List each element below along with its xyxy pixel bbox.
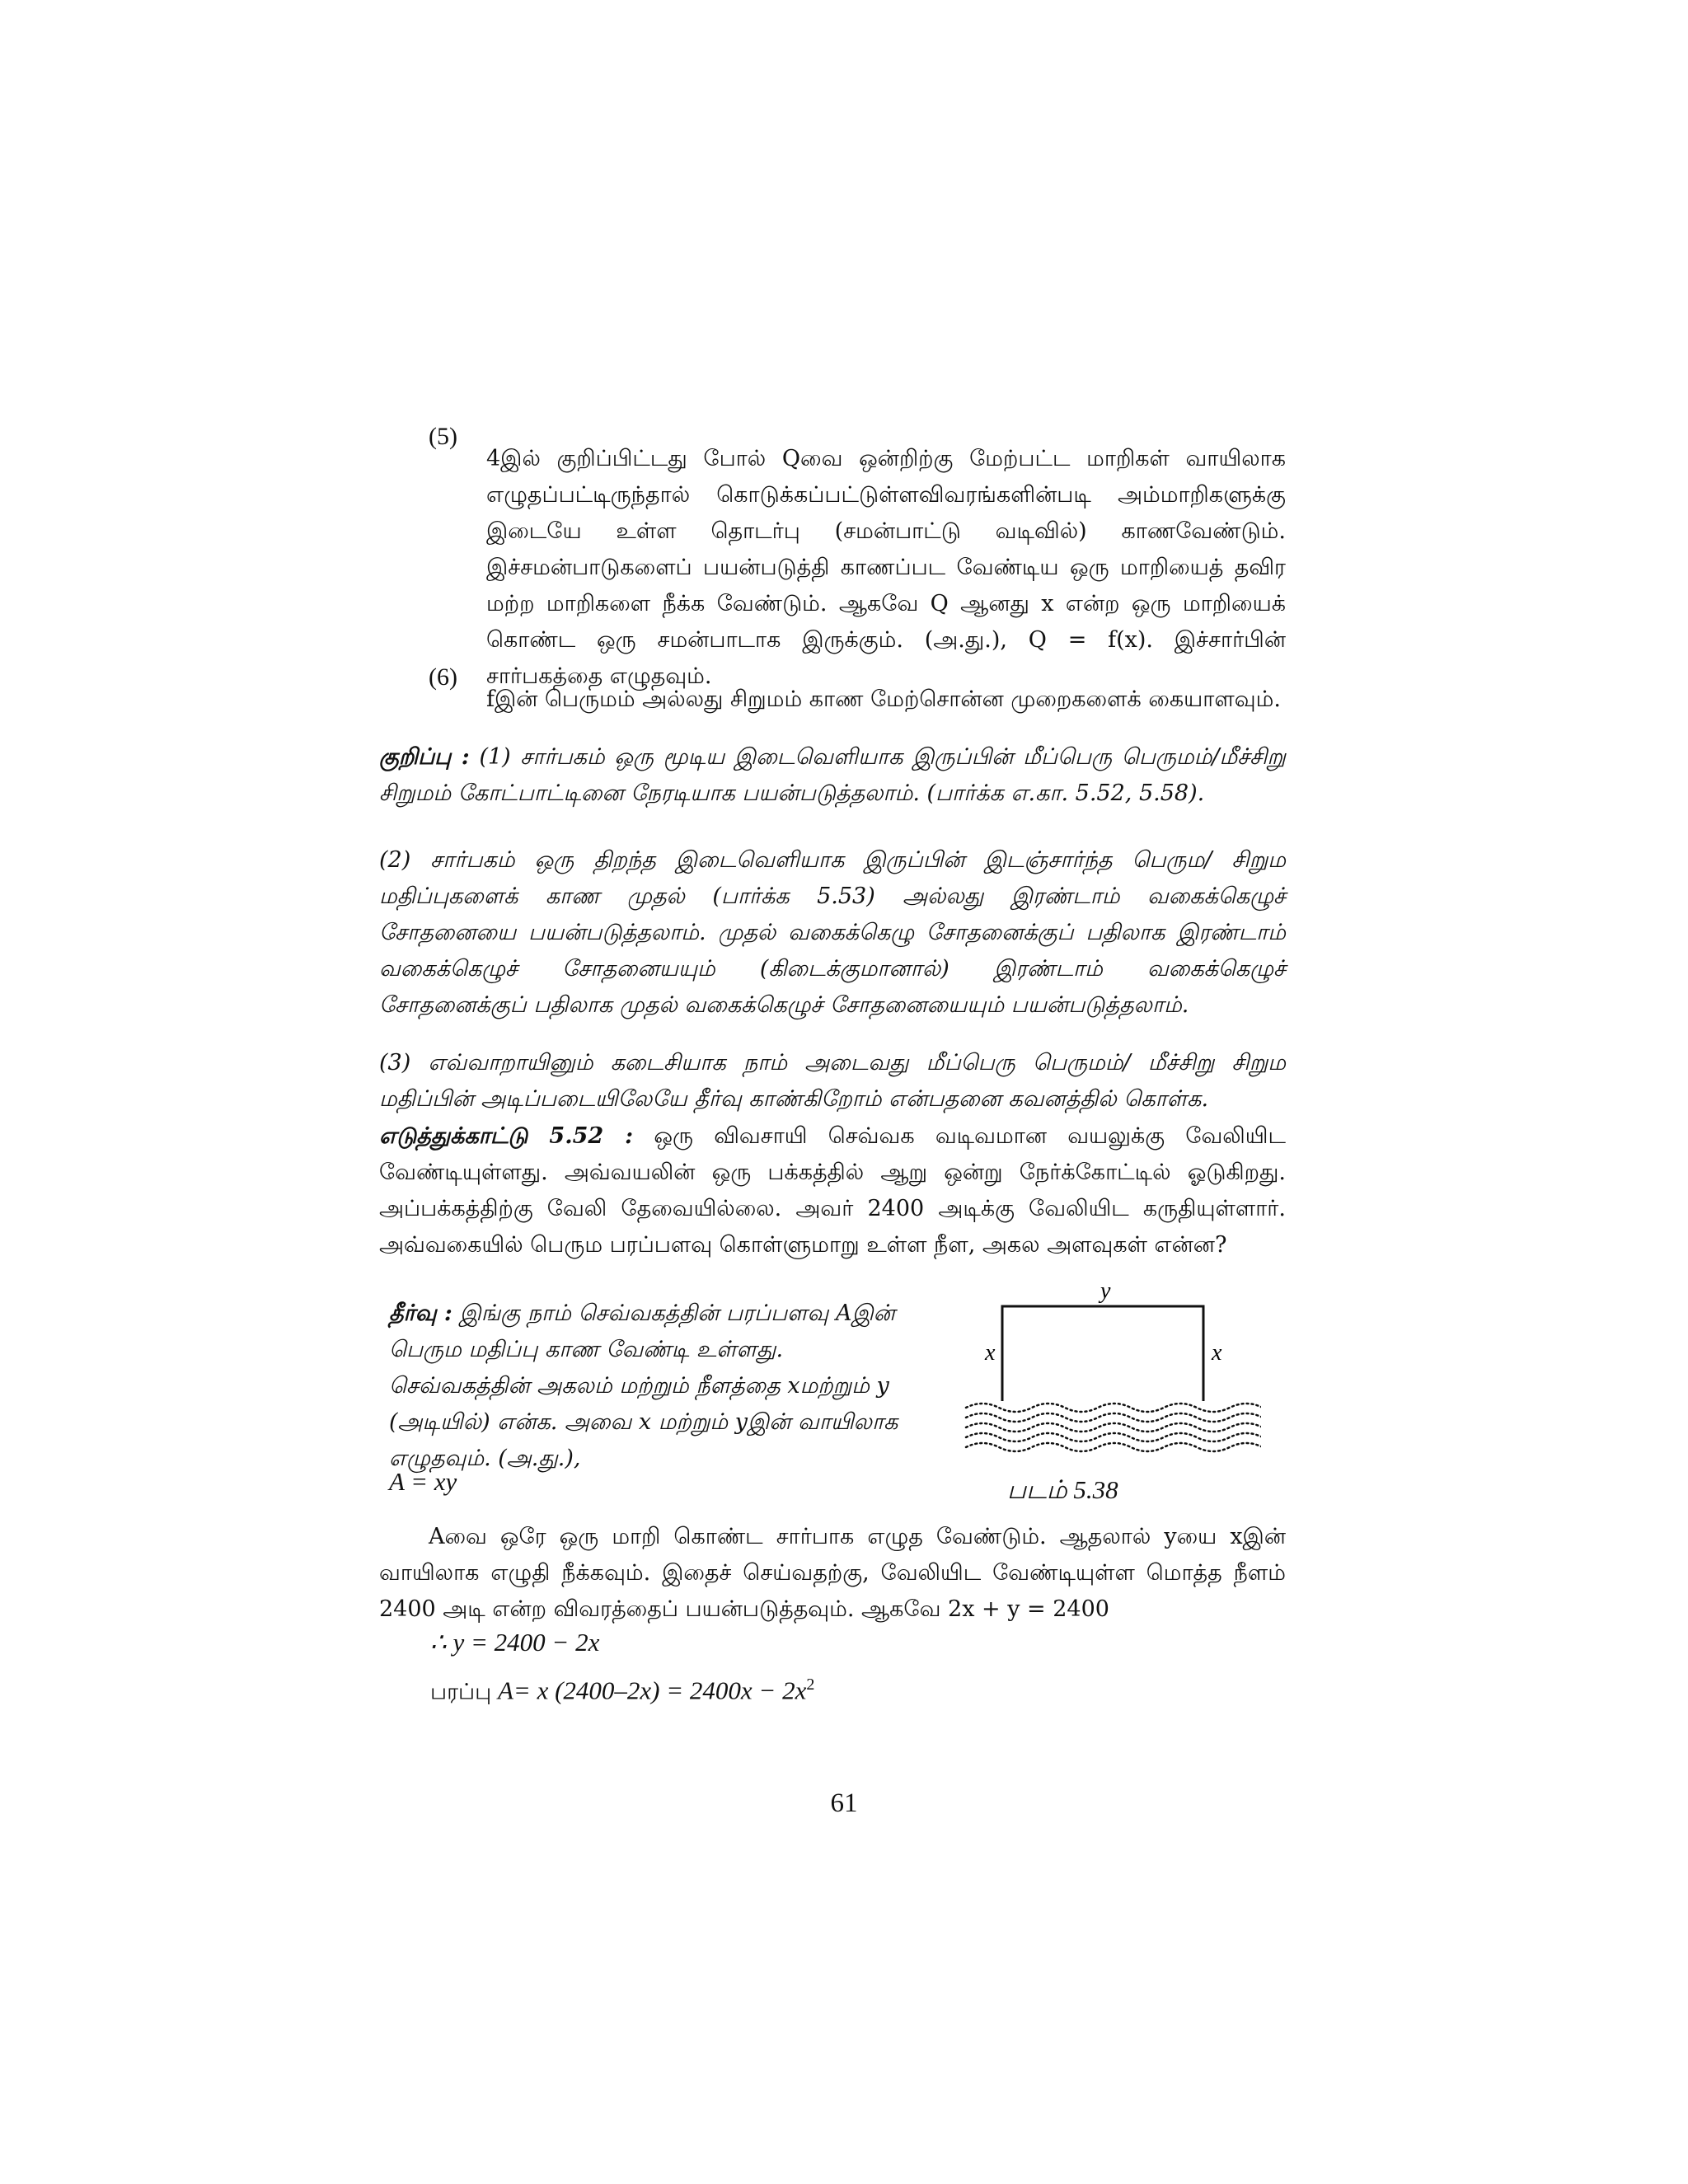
note-paragraph-1: [379, 739, 1286, 812]
example-label: எடுத்துக்காட்டு 5.52 :: [379, 1123, 634, 1149]
example-paragraph: [379, 1118, 1286, 1263]
solution-text: இங்கு நாம் செவ்வகத்தின் பரப்பளவு Aஇன் பெரும மதிப்பு காண வேண்டி உள்ளது. செவ்வகத்தின் அகலம் மற்றும் நீளத்தை xமற்றும் y (அடியில்) என்க. அவை x மற்றும் yஇன் வாயிலாக எழுதவும். (அ.து.),: [389, 1301, 898, 1471]
area-paragraph: Aவை ஒரே ஒரு மாறி கொண்ட சார்பாக எழுத வேண்டும். ஆதலால் yயை xஇன் வாயிலாக எழுதி நீக்கவும். இதைச் செய்வதற்கு, வேலியிட வேண்டியுள்ள மொத்த நீளம் 2400 அடி என்ற விவரத்தைப் பயன்படுத்தவும். ஆகவே 2x + y = 2400: [379, 1524, 1286, 1622]
solution-block: [389, 1296, 917, 1477]
river-waves: [966, 1404, 1261, 1451]
item-5-number: (5): [429, 423, 457, 450]
note-paragraph-2: (2) சார்பகம் ஒரு திறந்த இடைவெளியாக இருப்பின் இடஞ்சார்ந்த பெரும/ சிறும மதிப்புகளைக் காண முதல் (பார்க்க 5.53) அல்லது இரண்டாம் வகைக்கெழுச் சோதனையை பயன்படுத்தலாம். முதல் வகைக்கெழு சோதனைக்குப் பதிலாக இரண்டாம் வகைக்கெழுச் சோதனையயும் (கிடைக்குமானால்) இரண்டாம் வகைக்கெழுச் சோதனைக்குப் பதிலாக முதல் வகைக்கெழுச் சோதனையையும் பயன்படுத்தலாம்.: [379, 847, 1286, 1018]
equation-area-expr: A= x (2400–2x) = 2400x − 2x: [497, 1675, 807, 1705]
fence-lines: [1002, 1306, 1203, 1401]
example-text: ஒரு விவசாயி செவ்வக வடிவமான வயலுக்கு வேலியிட வேண்டியுள்ளது. அவ்வயலின் ஒரு பக்கத்தில் ஆறு ஒன்று நேர்க்கோட்டில் ஓடுகிறது. அப்பக்கத்திற்கு வேலி தேவையில்லை. அவர் 2400 அடிக்கு வேலியிட கருதியுள்ளார். அவ்வகையில் பெரும பரப்பளவு கொள்ளுமாறு உள்ள நீள, அகல அளவுகள் என்ன?: [379, 1123, 1287, 1258]
figure-label-left: x: [985, 1340, 996, 1366]
figure-label-right: x: [1212, 1340, 1222, 1366]
figure-caption: படம் 5.38: [1007, 1475, 1118, 1504]
note-text-1: (1) சார்பகம் ஒரு மூடிய இடைவெளியாக இருப்பின் மீப்பெரு பெருமம்/மீச்சிறு சிறுமம் கோட்பாட்டினை நேரடியாக பயன்படுத்தலாம். (பார்க்க எ.கா. 5.52, 5.58).: [379, 744, 1286, 806]
figure-label-top: y: [1100, 1278, 1111, 1304]
solution-label: தீர்வு :: [389, 1301, 452, 1326]
equation-y: ∴ y = 2400 − 2x: [430, 1628, 600, 1657]
equation-area-exponent: 2: [806, 1675, 815, 1694]
equation-area-label: பரப்பு: [430, 1679, 492, 1705]
figure-field-river: [964, 1277, 1261, 1467]
note-paragraph-3: (3) எவ்வாறாயினும் கடைசியாக நாம் அடைவது மீப்பெரு பெருமம்/ மீச்சிறு சிறும மதிப்பின் அடிப்படையிலேயே தீர்வு காண்கிறோம் என்பதனை கவனத்தில் கொள்க.: [379, 1050, 1286, 1112]
equation-area: [430, 1675, 814, 1708]
note-label: குறிப்பு :: [379, 744, 470, 770]
item-5-text: 4இல் குறிப்பிட்டது போல் Qவை ஒன்றிற்கு மேற்பட்ட மாறிகள் வாயிலாக எழுதப்பட்டிருந்தால் கொடுக்கப்பட்டுள்ளவிவரங்களின்படி அம்மாறிகளுக்கு இடையே உள்ள தொடர்பு (சமன்பாட்டு வடிவில்) காணவேண்டும். இச்சமன்பாடுகளைப் பயன்படுத்தி காணப்பட வேண்டிய ஒரு மாறியைத் தவிர மற்ற மாறிகளை நீக்க வேண்டும். ஆகவே Q ஆனது x என்ற ஒரு மாறியைக் கொண்ட ஒரு சமன்பாடாக இருக்கும். (அ.து.), Q = f(x). இச்சார்பின் சார்பகத்தை எழுதவும்.: [486, 446, 1286, 689]
page-number: 61: [830, 1788, 858, 1818]
item-6-number: (6): [429, 663, 457, 691]
item-6-text: fஇன் பெருமம் அல்லது சிறுமம் காண மேற்சொன்ன முறைகளைக் கையாளவும்.: [486, 687, 1281, 712]
solution-equation: A = xy: [389, 1467, 457, 1496]
